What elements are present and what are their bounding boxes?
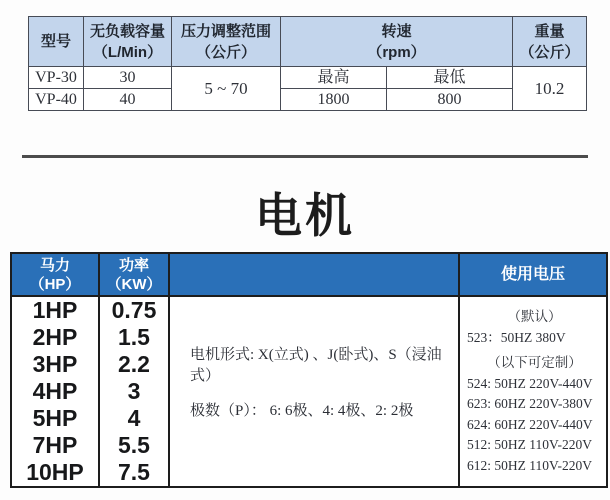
motor-spec-table <box>10 252 608 488</box>
pump-col-weight-unit: （公斤） <box>519 43 580 61</box>
pump-pressure-range-cell: 5 ~ 70 <box>172 67 281 111</box>
pump-spec-table <box>28 16 587 111</box>
pump-model-cell: VP-40 <box>29 89 84 111</box>
motor-kw-cell: 2.2 <box>99 351 169 378</box>
section-divider <box>22 155 588 158</box>
pump-col-speed-unit: （rpm） <box>367 43 426 61</box>
voltage-option: 623: 60HZ 220V-380V <box>467 396 593 411</box>
pump-col-speed <box>281 17 513 67</box>
pump-speed-max-value-cell: 1800 <box>281 89 387 111</box>
motor-hp-cell: 1HP <box>11 296 99 324</box>
motor-kw-cell: 5.5 <box>99 432 169 459</box>
section-title: 电机 <box>255 189 355 242</box>
motor-kw-cell: 3 <box>99 378 169 405</box>
motor-poles-line: 极数（P）： 6: 6极、4: 4极、2: 2极 <box>190 403 414 419</box>
motor-voltage-cell <box>459 296 607 487</box>
pump-capacity-cell: 40 <box>84 89 172 111</box>
pump-col-model-label: 型号 <box>40 33 71 50</box>
pump-weight-cell: 10.2 <box>513 67 587 111</box>
motor-hp-cell: 2HP <box>11 324 99 351</box>
motor-type-line: 电机形式: X(立式) 、J(卧式)、S（浸油式） <box>190 347 442 384</box>
voltage-option: 524: 50HZ 220V-440V <box>467 375 593 391</box>
pump-speed-min-label-cell: 最低 <box>387 67 513 89</box>
motor-kw-cell: 7.5 <box>99 459 169 487</box>
motor-header-row <box>11 253 607 296</box>
pump-speed-min-value-cell: 800 <box>387 89 513 111</box>
motor-col-spec <box>169 253 459 296</box>
voltage-option: 612: 50HZ 110V-220V <box>467 457 593 473</box>
pump-header-row <box>29 17 587 67</box>
motor-col-hp-label: 马力 <box>39 256 70 274</box>
voltage-option: 624: 60HZ 220V-440V <box>467 416 593 432</box>
pump-speed-max-label-cell: 最高 <box>281 67 387 89</box>
motor-kw-cell: 4 <box>99 405 169 432</box>
pump-capacity-cell: 30 <box>84 67 172 89</box>
motor-hp-cell: 5HP <box>11 405 99 432</box>
motor-kw-cell: 0.75 <box>99 296 169 324</box>
pump-col-pressure <box>172 17 281 67</box>
pump-col-pressure-unit: （公斤） <box>195 43 256 61</box>
voltage-default-label: （默认） <box>507 309 562 324</box>
motor-col-voltage: 使用电压 <box>459 253 607 296</box>
pump-row-vp40 <box>29 89 587 111</box>
pump-col-speed-label: 转速 <box>381 22 412 40</box>
voltage-list <box>460 297 606 482</box>
motor-hp-cell: 3HP <box>11 351 99 378</box>
pump-col-weight-label: 重量 <box>534 22 565 40</box>
motor-hp-cell: 4HP <box>11 378 99 405</box>
motor-row <box>11 296 607 324</box>
motor-col-kw-label: 功率 <box>118 256 149 274</box>
motor-description <box>170 343 458 440</box>
voltage-default-value: 523：50HZ 380V <box>467 329 566 345</box>
motor-col-hp <box>11 253 99 296</box>
pump-model-cell: VP-30 <box>29 67 84 89</box>
pump-col-model <box>29 17 84 67</box>
motor-col-kw-unit: （KW） <box>106 275 162 293</box>
pump-col-pressure-label: 压力调整范围 <box>180 22 271 40</box>
pump-row-vp30 <box>29 67 587 89</box>
pump-col-capacity <box>84 17 172 67</box>
motor-description-cell <box>169 296 459 487</box>
motor-kw-cell: 1.5 <box>99 324 169 351</box>
voltage-option: 512: 50HZ 110V-220V <box>467 437 593 452</box>
motor-hp-cell: 10HP <box>11 459 99 487</box>
voltage-custom-label: （以下可定制） <box>487 355 582 370</box>
motor-col-kw <box>99 253 169 296</box>
pump-col-capacity-unit: （L/Min） <box>92 43 163 61</box>
motor-col-hp-unit: （HP） <box>29 275 81 293</box>
pump-col-capacity-label: 无负载容量 <box>89 22 165 40</box>
motor-hp-cell: 7HP <box>11 432 99 459</box>
pump-col-weight <box>513 17 587 67</box>
